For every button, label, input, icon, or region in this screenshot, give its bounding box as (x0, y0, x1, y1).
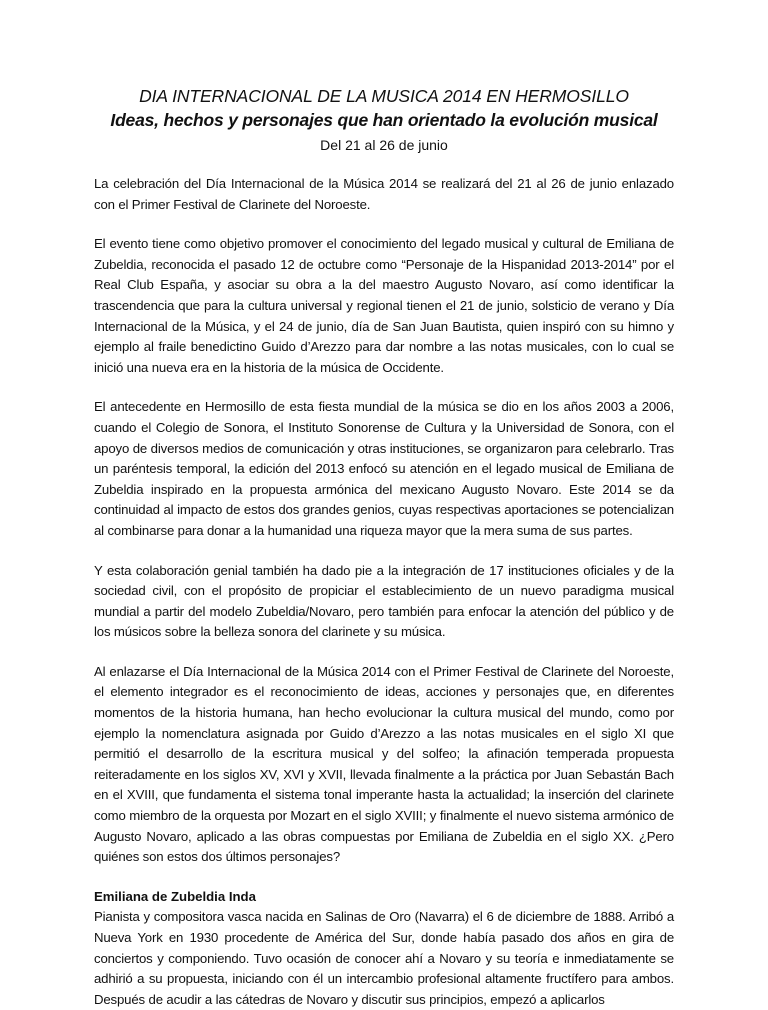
event-dates: Del 21 al 26 de junio (320, 137, 448, 153)
paragraph-background: El antecedente en Hermosillo de esta fiesta mundial de la música se dio en los años 2003 a 2006, cuando el Colegio de Sonora, el Instituto Sonorense de Cultura y la Universidad de Sonora, con el apoyo de diversos medios de comunicación y otras instituciones, se organizaron para celebrarlo. Tras un paréntesis temporal, la edición del 2013 enfocó su atención en el legado musical de Emiliana de Zubeldia inspirado en la propuesta armónica del mexicano Augusto Novaro. Este 2014 se da continuidad al impacto de estos dos grandes genios, cuyas respectivas aportaciones se potencializan al combinarse para donar a la humanidad una riqueza mayor que la mera suma de sus partes. (94, 399, 674, 538)
paragraph-collaboration: Y esta colaboración genial también ha dado pie a la integración de 17 instituciones oficiales y de la sociedad civil, con el propósito de propiciar el establecimiento de un nuevo paradigma musical mundial a partir del modelo Zubeldia/Novaro, pero también para enfocar la atención del público y de los músicos sobre la belleza sonora del clarinete y su música. (94, 562, 674, 640)
document-body (94, 174, 674, 1010)
document-title: DIA INTERNACIONAL DE LA MUSICA 2014 EN HERMOSILLO (139, 86, 629, 106)
section-heading-zubeldia: Emiliana de Zubeldia Inda (94, 888, 256, 904)
document-subtitle: Ideas, hechos y personajes que han orientado la evolución musical (110, 110, 658, 130)
paragraph-integration: Al enlazarse el Día Internacional de la Música 2014 con el Primer Festival de Clarinete del Noroeste, el elemento integrador es el reconocimiento de ideas, acciones y personajes que, en diferentes momentos de la historia humana, han hecho evolucionar la cultura musical del mundo, como por ejemplo la nomenclatura asignada por Guido d’Arezzo a las notas musicales en el siglo XI que permitió el desarrollo de la escritura musical y del solfeo; la afinación temperada propuesta reiteradamente en los siglos XV, XVI y XVII, llevada finalmente a la práctica por Juan Sebastán Bach en el XVIII, que fundamenta el sistema tonal imperante hasta la actualidad; la inserción del clarinete como miembro de la orquesta por Mozart en el siglo XVIII; y finalmente el nuevo sistema armónico de Augusto Novaro, aplicado a las obras compuestas por Emiliana de Zubeldia en el siglo XX. ¿Pero quiénes son estos dos últimos personajes? (94, 663, 674, 865)
paragraph-objective: El evento tiene como objetivo promover el conocimiento del legado musical y cultural de Emiliana de Zubeldia, reconocida el pasado 12 de octubre como “Personaje de la Hispanidad 2013-2014” por el Real Club España, y asociar su obra a la del maestro Augusto Novaro, así como identificar la trascendencia que para la cultura universal y regional tienen el 21 de junio, solsticio de verano y Día Internacional de la Música, y el 24 de junio, día de San Juan Bautista, quien inspiró con su himno y ejemplo al fraile benedictino Guido d’Arezzo para dar nombre a las notas musicales, con lo cual se inició una nueva era en la historia de la música de Occidente. (94, 236, 674, 375)
paragraph-intro: La celebración del Día Internacional de la Música 2014 se realizará del 21 al 26 de junio enlazado con el Primer Festival de Clarinete del Noroeste. (94, 176, 674, 212)
section-text-zubeldia: Pianista y compositora vasca nacida en Salinas de Oro (Navarra) el 6 de diciembre de 1888. Arribó a Nueva York en 1930 procedente de América del Sur, donde había pasado dos años en gira de conciertos y componiendo. Tuvo ocasión de conocer ahí a Novaro y su teoría e inmediatamente se adhirió a su propuesta, iniciando con él un intercambio profesional altamente fructífero para ambos. Después de acudir a las cátedras de Novaro y discutir sus principios, empezó a aplicarlos (94, 909, 674, 1007)
